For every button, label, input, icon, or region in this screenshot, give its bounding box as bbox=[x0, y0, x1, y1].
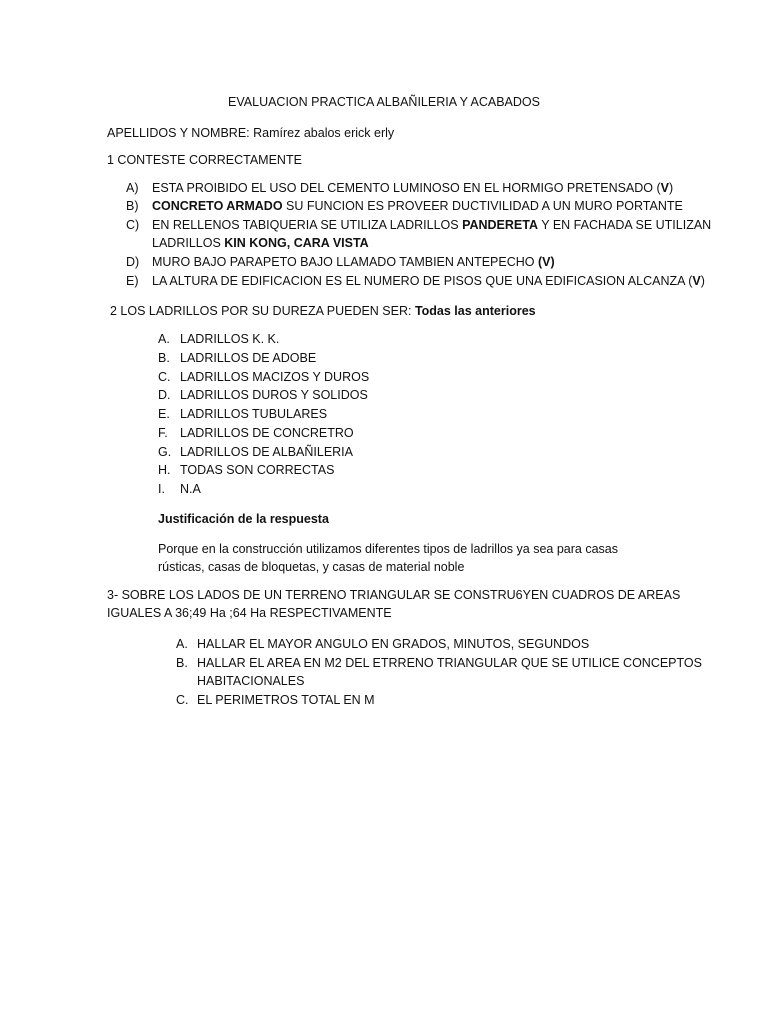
section2-item: LADRILLOS K. K. bbox=[180, 332, 280, 346]
section3-item-letter: A. bbox=[176, 637, 188, 651]
section2-heading: 2 LOS LADRILLOS POR SU DUREZA PUEDEN SER: Todas las anteriores bbox=[110, 304, 536, 318]
section1-item-d-letter: D) bbox=[126, 255, 140, 269]
section3-item: EL PERIMETROS TOTAL EN M bbox=[197, 693, 375, 707]
section2-item: LADRILLOS DE ALBAÑILERIA bbox=[180, 445, 353, 459]
section1-heading: 1 CONTESTE CORRECTAMENTE bbox=[107, 153, 302, 167]
section1-item-e: LA ALTURA DE EDIFICACION ES EL NUMERO DE PISOS QUE UNA EDIFICASION ALCANZA (V) bbox=[152, 274, 705, 288]
section1-item-d: MURO BAJO PARAPETO BAJO LLAMADO TAMBIEN ANTEPECHO (V) bbox=[152, 255, 555, 269]
section2-answer: Todas las anteriores bbox=[414, 304, 536, 318]
section2-item-letter: I. bbox=[158, 482, 165, 496]
name-label: APELLIDOS Y NOMBRE: bbox=[107, 126, 250, 140]
section2-item: LADRILLOS DE ADOBE bbox=[180, 351, 317, 365]
section1-item-e-letter: E) bbox=[126, 274, 139, 288]
section3-item-cont: HABITACIONALES bbox=[197, 674, 305, 688]
section3-item-letter: C. bbox=[176, 693, 189, 707]
section2-item-letter: E. bbox=[158, 407, 170, 421]
section1-item-c: EN RELLENOS TABIQUERIA SE UTILIZA LADRILLOS PANDERETA Y EN FACHADA SE UTILIZAN bbox=[152, 218, 712, 232]
document-title: EVALUACION PRACTICA ALBAÑILERIA Y ACABADOS bbox=[228, 95, 540, 109]
section3-item: HALLAR EL AREA EN M2 DEL ETRRENO TRIANGULAR QUE SE UTILICE CONCEPTOS bbox=[197, 656, 702, 670]
section3-heading-line-2: IGUALES A 36;49 Ha ;64 Ha RESPECTIVAMENTE bbox=[107, 606, 392, 620]
section3-item-letter: B. bbox=[176, 656, 188, 670]
section2-item: N.A bbox=[180, 482, 201, 496]
section1-item-a-letter: A) bbox=[126, 181, 139, 195]
section2-item-letter: H. bbox=[158, 463, 171, 477]
section2-item: LADRILLOS DUROS Y SOLIDOS bbox=[180, 388, 368, 402]
section2-item-letter: B. bbox=[158, 351, 170, 365]
section1-item-c-cont: LADRILLOS KIN KONG, CARA VISTA bbox=[152, 236, 369, 250]
section1-item-b: CONCRETO ARMADO SU FUNCION ES PROVEER DUCTIVILIDAD A UN MURO PORTANTE bbox=[152, 199, 683, 213]
section3-item: HALLAR EL MAYOR ANGULO EN GRADOS, MINUTOS, SEGUNDOS bbox=[197, 637, 590, 651]
section3-heading-line-1: 3- SOBRE LOS LADOS DE UN TERRENO TRIANGULAR SE CONSTRU6YEN CUADROS DE AREAS bbox=[107, 588, 681, 602]
section2-item-letter: C. bbox=[158, 370, 171, 384]
section2-item: TODAS SON CORRECTAS bbox=[180, 463, 335, 477]
justification-line-2: rústicas, casas de bloquetas, y casas de material noble bbox=[158, 560, 465, 574]
section1-item-b-letter: B) bbox=[126, 199, 139, 213]
section2-item-letter: F. bbox=[158, 426, 168, 440]
section2-item: LADRILLOS TUBULARES bbox=[180, 407, 328, 421]
section2-item-letter: D. bbox=[158, 388, 171, 402]
section2-item: LADRILLOS MACIZOS Y DUROS bbox=[180, 370, 370, 384]
justification-line-1: Porque en la construcción utilizamos diferentes tipos de ladrillos ya sea para casas bbox=[158, 542, 618, 556]
name-line bbox=[107, 124, 394, 142]
justification-heading: Justificación de la respuesta bbox=[158, 512, 329, 526]
section2-item: LADRILLOS DE CONCRETRO bbox=[180, 426, 354, 440]
section1-item-a: ESTA PROIBIDO EL USO DEL CEMENTO LUMINOSO EN EL HORMIGO PRETENSADO (V) bbox=[152, 181, 674, 195]
section2-item-letter: G. bbox=[158, 445, 172, 459]
name-value: Ramírez abalos erick erly bbox=[253, 126, 395, 140]
section1-item-c-letter: C) bbox=[126, 218, 140, 232]
section2-item-letter: A. bbox=[158, 332, 170, 346]
